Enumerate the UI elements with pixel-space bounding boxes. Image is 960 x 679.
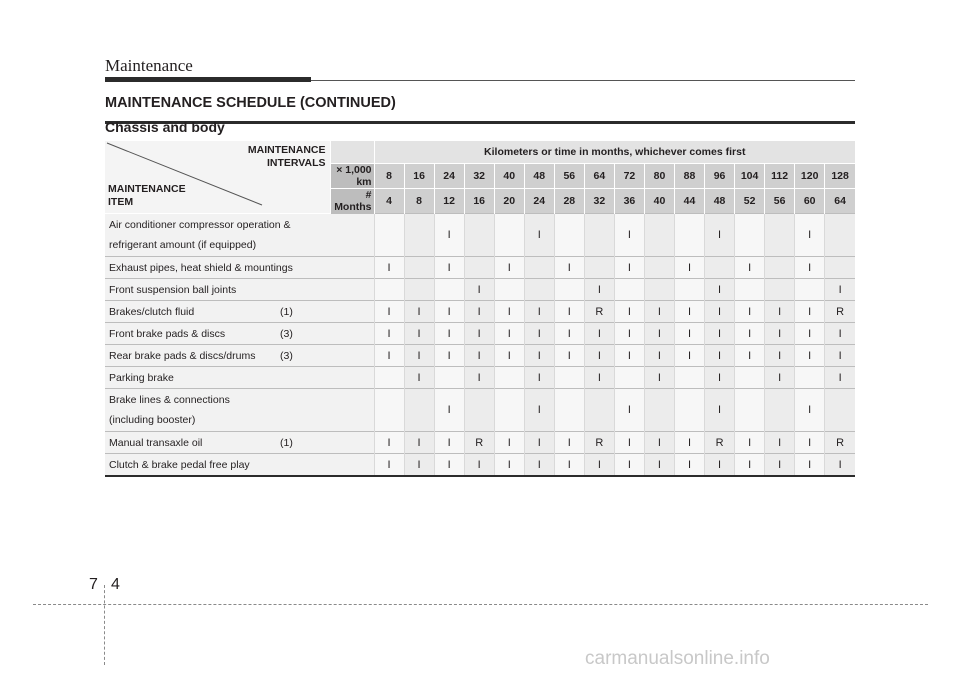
schedule-cell	[735, 389, 765, 432]
km-value: 32	[464, 164, 494, 189]
item-note: (1)	[280, 436, 293, 449]
schedule-cell: I	[494, 432, 524, 454]
item-name-cell	[105, 279, 374, 301]
schedule-cell: I	[614, 301, 644, 323]
months-value: 56	[765, 189, 795, 214]
table-row	[105, 389, 855, 432]
schedule-cell: I	[434, 389, 464, 432]
schedule-cell: I	[644, 301, 674, 323]
schedule-cell	[464, 257, 494, 279]
schedule-cell: I	[524, 454, 554, 477]
schedule-cell: I	[705, 323, 735, 345]
item-name: Rear brake pads & discs/drums	[109, 349, 256, 362]
schedule-cell: I	[434, 257, 464, 279]
item-name-cell	[105, 323, 374, 345]
schedule-cell: I	[494, 301, 524, 323]
item-label: MAINTENANCE ITEM	[108, 183, 186, 208]
schedule-cell: I	[374, 323, 404, 345]
schedule-cell: I	[374, 301, 404, 323]
schedule-cell	[825, 214, 855, 257]
item-name: Brake lines & connections (including booster)	[109, 394, 230, 426]
schedule-cell	[765, 389, 795, 432]
schedule-cell: I	[404, 323, 434, 345]
schedule-cell	[765, 214, 795, 257]
km-value: 120	[795, 164, 825, 189]
schedule-cell: I	[795, 345, 825, 367]
schedule-cell: I	[644, 454, 674, 477]
schedule-cell: I	[705, 214, 735, 257]
schedule-cell	[614, 367, 644, 389]
schedule-cell	[494, 367, 524, 389]
km-value: 8	[374, 164, 404, 189]
item-name-cell	[105, 432, 374, 454]
schedule-cell: I	[765, 301, 795, 323]
schedule-cell: I	[705, 367, 735, 389]
page-title: MAINTENANCE SCHEDULE (CONTINUED)	[105, 95, 396, 111]
schedule-cell	[674, 389, 704, 432]
schedule-cell: I	[404, 301, 434, 323]
schedule-cell	[644, 257, 674, 279]
item-name: Exhaust pipes, heat shield & mountings	[109, 261, 293, 274]
schedule-cell: I	[765, 454, 795, 477]
schedule-cell: I	[765, 345, 795, 367]
table-row	[105, 301, 855, 323]
interval-span-header: Kilometers or time in months, whichever comes first	[374, 141, 855, 164]
schedule-cell: I	[464, 301, 494, 323]
schedule-cell	[584, 389, 614, 432]
schedule-cell	[494, 389, 524, 432]
schedule-cell: I	[524, 432, 554, 454]
schedule-cell: I	[614, 345, 644, 367]
table-row	[105, 432, 855, 454]
schedule-cell: I	[644, 367, 674, 389]
schedule-cell: I	[584, 367, 614, 389]
schedule-cell: I	[554, 432, 584, 454]
schedule-cell	[494, 279, 524, 301]
schedule-cell: I	[674, 345, 704, 367]
schedule-cell: I	[825, 454, 855, 477]
schedule-cell: I	[795, 257, 825, 279]
schedule-cell: I	[374, 432, 404, 454]
schedule-cell: I	[494, 454, 524, 477]
schedule-cell: I	[464, 323, 494, 345]
schedule-cell	[374, 279, 404, 301]
km-value: 40	[494, 164, 524, 189]
km-value: 24	[434, 164, 464, 189]
schedule-cell: I	[584, 279, 614, 301]
schedule-cell: I	[735, 345, 765, 367]
schedule-cell: I	[404, 345, 434, 367]
months-value: 52	[735, 189, 765, 214]
schedule-cell: I	[434, 323, 464, 345]
item-name-cell	[105, 367, 374, 389]
schedule-cell	[584, 214, 614, 257]
months-value: 24	[524, 189, 554, 214]
months-value: 16	[464, 189, 494, 214]
table-row	[105, 345, 855, 367]
schedule-cell: I	[644, 345, 674, 367]
schedule-cell: I	[494, 257, 524, 279]
schedule-cell: I	[584, 454, 614, 477]
schedule-cell	[644, 279, 674, 301]
footer-divider	[33, 604, 928, 605]
schedule-cell: R	[705, 432, 735, 454]
item-name: Air conditioner compressor operation & refrigerant amount (if equipped)	[109, 219, 291, 251]
schedule-cell	[795, 367, 825, 389]
schedule-cell: I	[374, 454, 404, 477]
schedule-cell: I	[524, 345, 554, 367]
months-value: 64	[825, 189, 855, 214]
schedule-cell	[644, 389, 674, 432]
schedule-cell	[735, 279, 765, 301]
schedule-cell	[614, 279, 644, 301]
table-corner-header	[105, 141, 330, 214]
months-value: 28	[554, 189, 584, 214]
item-note: (3)	[280, 349, 293, 362]
table-row	[105, 279, 855, 301]
schedule-cell: I	[705, 345, 735, 367]
item-name: Parking brake	[109, 371, 174, 384]
item-name: Front brake pads & discs	[109, 327, 226, 340]
schedule-cell: I	[614, 389, 644, 432]
schedule-cell: I	[825, 345, 855, 367]
schedule-cell: I	[434, 432, 464, 454]
schedule-cell	[554, 389, 584, 432]
schedule-cell: I	[494, 323, 524, 345]
schedule-cell: I	[524, 301, 554, 323]
schedule-cell: I	[825, 323, 855, 345]
chapter-number: 7	[89, 576, 98, 593]
table-row	[105, 323, 855, 345]
schedule-cell: I	[614, 323, 644, 345]
page-number: 4	[111, 576, 120, 593]
section-subtitle: Chassis and body	[105, 119, 225, 135]
schedule-cell	[404, 257, 434, 279]
schedule-cell: I	[795, 454, 825, 477]
schedule-cell: I	[374, 345, 404, 367]
section-header: Maintenance	[105, 56, 193, 75]
schedule-cell: I	[584, 323, 614, 345]
schedule-cell: I	[765, 323, 795, 345]
schedule-cell	[434, 279, 464, 301]
schedule-cell: I	[644, 323, 674, 345]
schedule-cell	[765, 279, 795, 301]
schedule-cell	[554, 367, 584, 389]
km-value: 64	[584, 164, 614, 189]
km-label: × 1,000 km	[330, 164, 374, 189]
months-value: 36	[614, 189, 644, 214]
schedule-cell: I	[735, 301, 765, 323]
schedule-cell	[404, 389, 434, 432]
months-value: 20	[494, 189, 524, 214]
schedule-cell: I	[554, 345, 584, 367]
km-value: 96	[705, 164, 735, 189]
schedule-cell: I	[404, 454, 434, 477]
schedule-cell: R	[584, 432, 614, 454]
schedule-cell	[404, 279, 434, 301]
schedule-cell: I	[674, 301, 704, 323]
schedule-cell: I	[584, 345, 614, 367]
schedule-cell: I	[434, 345, 464, 367]
km-value: 104	[735, 164, 765, 189]
maintenance-table	[105, 141, 855, 477]
header-line	[311, 80, 855, 81]
schedule-cell: I	[735, 454, 765, 477]
span-header-label-cell	[330, 141, 374, 164]
schedule-cell	[374, 367, 404, 389]
schedule-cell	[584, 257, 614, 279]
schedule-cell: I	[735, 257, 765, 279]
months-value: 48	[705, 189, 735, 214]
schedule-cell: I	[705, 454, 735, 477]
schedule-cell	[735, 367, 765, 389]
schedule-cell	[765, 257, 795, 279]
schedule-cell: I	[644, 432, 674, 454]
km-value: 72	[614, 164, 644, 189]
schedule-cell: I	[674, 432, 704, 454]
schedule-cell	[464, 389, 494, 432]
schedule-cell: I	[614, 432, 644, 454]
watermark: carmanualsonline.info	[585, 648, 770, 669]
schedule-cell: I	[674, 454, 704, 477]
schedule-cell: I	[434, 214, 464, 257]
schedule-cell: I	[494, 345, 524, 367]
schedule-cell: I	[614, 214, 644, 257]
schedule-cell: I	[795, 323, 825, 345]
schedule-cell: I	[524, 323, 554, 345]
schedule-cell	[494, 214, 524, 257]
table-row	[105, 367, 855, 389]
months-value: 8	[404, 189, 434, 214]
table-row	[105, 257, 855, 279]
item-name: Clutch & brake pedal free play	[109, 458, 250, 471]
schedule-cell	[374, 214, 404, 257]
schedule-cell: I	[705, 389, 735, 432]
header-bar	[105, 77, 311, 82]
schedule-cell: R	[825, 301, 855, 323]
schedule-cell	[434, 367, 464, 389]
schedule-cell	[674, 367, 704, 389]
schedule-cell: R	[825, 432, 855, 454]
schedule-cell: I	[554, 454, 584, 477]
schedule-cell: I	[795, 301, 825, 323]
item-name-cell	[105, 301, 374, 323]
schedule-cell: I	[464, 345, 494, 367]
km-value: 48	[524, 164, 554, 189]
schedule-cell: I	[464, 367, 494, 389]
km-value: 88	[674, 164, 704, 189]
schedule-cell: I	[404, 432, 434, 454]
schedule-cell	[644, 214, 674, 257]
schedule-cell: I	[434, 454, 464, 477]
schedule-cell: I	[614, 454, 644, 477]
item-note: (1)	[280, 305, 293, 318]
table-row	[105, 214, 855, 257]
schedule-cell: I	[735, 323, 765, 345]
schedule-cell	[825, 257, 855, 279]
schedule-cell: I	[765, 432, 795, 454]
schedule-cell: I	[554, 301, 584, 323]
schedule-cell	[705, 257, 735, 279]
schedule-cell: I	[614, 257, 644, 279]
schedule-cell	[554, 279, 584, 301]
schedule-cell	[674, 279, 704, 301]
schedule-cell: I	[795, 214, 825, 257]
schedule-cell: I	[464, 279, 494, 301]
schedule-cell: I	[404, 367, 434, 389]
item-name-cell	[105, 257, 374, 279]
schedule-cell: I	[374, 257, 404, 279]
schedule-cell	[404, 214, 434, 257]
schedule-cell: I	[524, 367, 554, 389]
schedule-cell: I	[674, 323, 704, 345]
item-name-cell	[105, 214, 374, 257]
schedule-cell: R	[584, 301, 614, 323]
footer-vertical-divider	[104, 585, 105, 665]
schedule-cell: I	[434, 301, 464, 323]
schedule-cell: I	[705, 301, 735, 323]
schedule-cell: I	[705, 279, 735, 301]
months-value: 60	[795, 189, 825, 214]
schedule-cell	[795, 279, 825, 301]
schedule-cell	[374, 389, 404, 432]
schedule-cell: I	[554, 257, 584, 279]
schedule-cell	[554, 214, 584, 257]
schedule-cell: I	[825, 279, 855, 301]
schedule-cell	[674, 214, 704, 257]
intervals-label: MAINTENANCE INTERVALS	[247, 144, 326, 169]
schedule-cell: I	[795, 389, 825, 432]
item-name-cell	[105, 345, 374, 367]
item-name-cell	[105, 454, 374, 477]
schedule-cell: I	[674, 257, 704, 279]
schedule-cell: I	[464, 454, 494, 477]
schedule-cell	[825, 389, 855, 432]
km-value: 16	[404, 164, 434, 189]
months-value: 32	[584, 189, 614, 214]
months-value: 40	[644, 189, 674, 214]
item-name-cell	[105, 389, 374, 432]
item-name: Brakes/clutch fluid	[109, 305, 195, 318]
schedule-cell	[524, 257, 554, 279]
months-value: 44	[674, 189, 704, 214]
schedule-cell: I	[524, 389, 554, 432]
schedule-cell: I	[795, 432, 825, 454]
schedule-cell: I	[554, 323, 584, 345]
schedule-cell: I	[735, 432, 765, 454]
schedule-cell	[464, 214, 494, 257]
km-value: 80	[644, 164, 674, 189]
schedule-cell	[735, 214, 765, 257]
schedule-cell: I	[765, 367, 795, 389]
schedule-cell: I	[524, 214, 554, 257]
schedule-cell	[524, 279, 554, 301]
km-value: 112	[765, 164, 795, 189]
item-note: (3)	[280, 327, 293, 340]
km-value: 56	[554, 164, 584, 189]
km-value: 128	[825, 164, 855, 189]
schedule-cell: I	[825, 367, 855, 389]
months-value: 12	[434, 189, 464, 214]
item-name: Front suspension ball joints	[109, 283, 237, 296]
months-value: 4	[374, 189, 404, 214]
table-row	[105, 454, 855, 477]
months-label: # Months	[330, 189, 374, 214]
item-name: Manual transaxle oil	[109, 436, 203, 449]
schedule-cell: R	[464, 432, 494, 454]
